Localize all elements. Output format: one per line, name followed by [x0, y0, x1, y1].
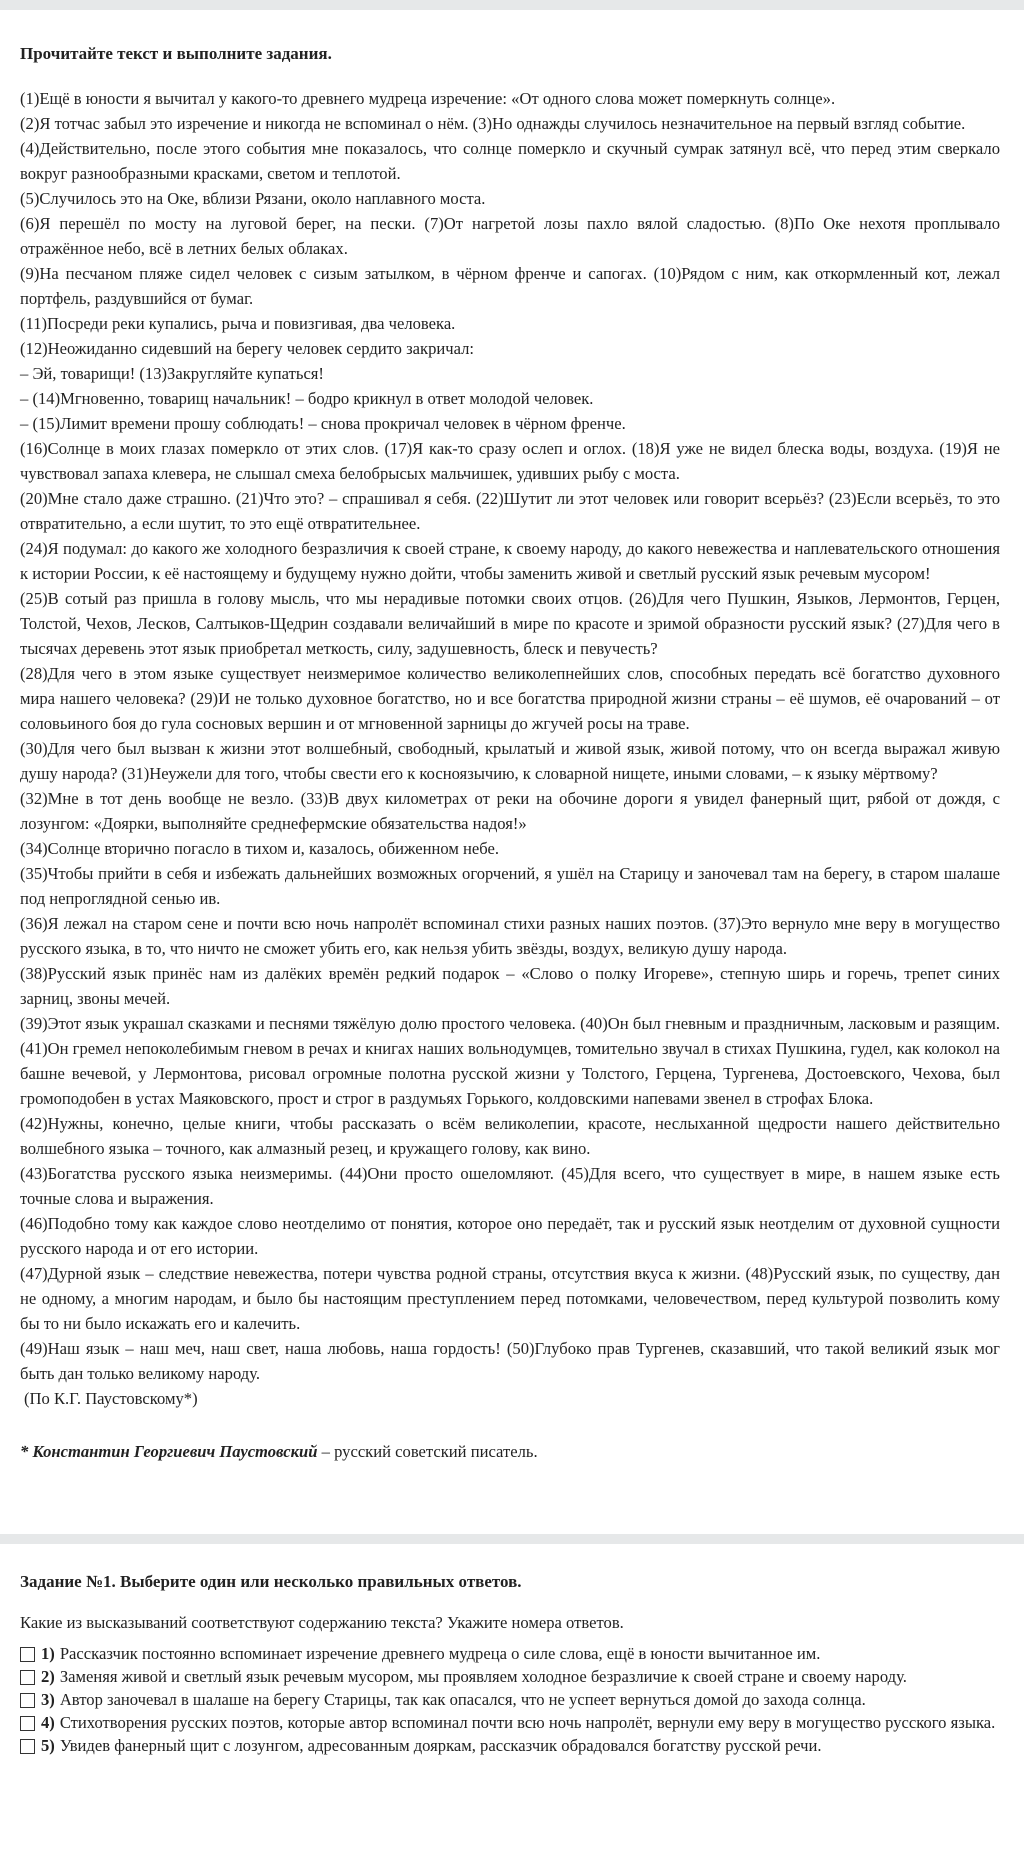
answer-option[interactable]: [20, 1737, 1000, 1755]
task-section: [0, 1544, 1024, 1755]
section-divider: [0, 1534, 1024, 1544]
text-paragraph: (28)Для чего в этом языке существует неизмеримое количество великолепнейших слов, способных передать всё богатство духовного мира нашего человека? (29)И не только духовное богатство, но и все богатства природной жизни страны – её шумов, её очарований – от соловьиного боя до гула сосновых вершин и от мгновенной зарницы до жгучей росы на траве.: [20, 664, 1000, 733]
text-paragraph: (35)Чтобы прийти в себя и избежать дальнейших возможных огорчений, я ушёл на Старицу и заночевал там на берегу, в старом шалаше под непроглядной сенью ив.: [20, 864, 1000, 908]
answer-option[interactable]: [20, 1714, 1000, 1732]
text-paragraph: (1)Ещё в юности я вычитал у какого-то древнего мудреца изречение: «От одного слова может померкнуть солнце».: [20, 89, 836, 108]
answer-option[interactable]: [20, 1645, 1000, 1663]
text-paragraph: (12)Неожиданно сидевший на берегу человек сердито закричал:: [20, 339, 475, 358]
text-paragraph: (47)Дурной язык – следствие невежества, потери чувства родной страны, отсутствия вкуса к жизни. (48)Русский язык, по существу, дан не одному, а многим народам, и было бы настоящим преступлением перед потомками, человечеством, перед культурой позволить кому бы то ни было искажать его и калечить.: [20, 1264, 1000, 1333]
text-paragraph: – (14)Мгновенно, товарищ начальник! – бодро крикнул в ответ молодой человек.: [20, 389, 594, 408]
text-paragraph: (5)Случилось это на Оке, вблизи Рязани, около наплавного моста.: [20, 189, 486, 208]
answer-number: 3): [41, 1690, 55, 1709]
answer-text: Автор заночевал в шалаше на берегу Старицы, так как опасался, что не успеет вернуться домой до захода солнца.: [59, 1690, 866, 1709]
text-paragraph: (34)Солнце вторично погасло в тихом и, казалось, обиженном небе.: [20, 839, 500, 858]
text-body: [20, 86, 1000, 1386]
text-paragraph: (38)Русский язык принёс нам из далёких времён редкий подарок – «Слово о полку Игореве», степную ширь и горечь, трепет синих зарниц, звоны мечей.: [20, 964, 1000, 1008]
text-paragraph: (9)На песчаном пляже сидел человек с сизым затылком, в чёрном френче и сапогах. (10)Рядом с ним, как откормленный кот, лежал портфель, раздувшийся от бумаг.: [20, 264, 1000, 308]
text-paragraph: (32)Мне в тот день вообще не везло. (33)В двух километрах от реки на обочине дороги я увидел фанерный щит, рябой от дождя, с лозунгом: «Доярки, выполняйте среднефермские обязательства надоя!»: [20, 789, 1000, 833]
answer-number: 2): [41, 1667, 55, 1686]
text-paragraph: (30)Для чего был вызван к жизни этот волшебный, свободный, крылатый и живой язык, живой потому, что он всегда выражал живую душу народа? (31)Неужели для того, чтобы свести его к косноязычию, к словарной нищете, иными словами, – к языку мёртвому?: [20, 739, 1000, 783]
text-paragraph: (39)Этот язык украшал сказками и песнями тяжёлую долю простого человека. (40)Он был гневным и праздничным, ласковым и разящим. (41)Он гремел непоколебимым гневом в речах и книгах наших вольнодумцев, томительно звучал в стихах Пушкина, гудел, как колокол на башне вечевой, у Лермонтова, рисовал огромные полотна русской жизни у Толстого, Герцена, Тургенева, Достоевского, Чехова, был громоподобен в устах Маяковского, прост и строг в раздумьях Горького, колдовскими напевами звенел в строфах Блока.: [20, 1014, 1000, 1108]
text-paragraph: (49)Наш язык – наш меч, наш свет, наша любовь, наша гордость! (50)Глубоко прав Тургенев, сказавший, что такой великий язык мог быть дан только великому народу.: [20, 1339, 1000, 1383]
answer-text: Рассказчик постоянно вспоминает изречение древнего мудреца о силе слова, ещё в юности вычитанное им.: [59, 1644, 821, 1663]
answer-checkbox[interactable]: [20, 1739, 35, 1754]
reading-text-section: [0, 10, 1024, 1464]
text-paragraph: – (15)Лимит времени прошу соблюдать! – снова прокричал человек в чёрном френче.: [20, 414, 626, 433]
answer-option[interactable]: [20, 1668, 1000, 1686]
answer-option[interactable]: [20, 1691, 1000, 1709]
text-paragraph: (25)В сотый раз пришла в голову мысль, что мы нерадивые потомки своих отцов. (26)Для чего Пушкин, Языков, Лермонтов, Герцен, Толстой, Чехов, Лесков, Салтыков-Щедрин создавали величайший в мире по красоте и зримой образности русский язык? (27)Для чего в тысячах деревень этот язык приобретал меткость, силу, задушевность, блеск и певучесть?: [20, 589, 1000, 658]
text-paragraph: (6)Я перешёл по мосту на луговой берег, на пески. (7)От нагретой лозы пахло вялой сладостью. (8)По Оке нехотя проплывало отражённое небо, всё в летних белых облаках.: [20, 214, 1000, 258]
text-paragraph: (42)Нужны, конечно, целые книги, чтобы рассказать о всём великолепии, красоте, неслыханной щедрости нашего действительно волшебного языка – точного, как алмазный резец, и кружащего голову, как вино.: [20, 1114, 1000, 1158]
text-paragraph: (4)Действительно, после этого события мне показалось, что солнце померкло и скучный сумрак затянул всё, что перед этим сверкало вокруг разнообразными красками, светом и теплотой.: [20, 139, 1000, 183]
answer-number: 5): [41, 1736, 55, 1755]
top-divider: [0, 0, 1024, 10]
text-paragraph: (11)Посреди реки купались, рыча и повизгивая, два человека.: [20, 314, 456, 333]
footnote-author: * Константин Георгиевич Паустовский: [20, 1442, 318, 1461]
source-attribution: (По К.Г. Паустовскому*): [24, 1389, 198, 1408]
text-paragraph: – Эй, товарищи! (13)Закругляйте купаться!: [20, 364, 324, 383]
answer-text: Стихотворения русских поэтов, которые автор вспоминал почти всю ночь напролёт, вернули ему веру в могущество русского языка.: [59, 1713, 996, 1732]
answer-text: Увидев фанерный щит с лозунгом, адресованным дояркам, рассказчик обрадовался богатству русской речи.: [59, 1736, 822, 1755]
footnote: [20, 1439, 1000, 1464]
text-paragraph: (16)Солнце в моих глазах померкло от этих слов. (17)Я как-то сразу ослеп и оглох. (18)Я уже не видел блеска воды, воздуха. (19)Я не чувствовал запаха клевера, не слышал смеха белобрысых мальчишек, удивших рыбу с моста.: [20, 439, 1000, 483]
answer-number: 1): [41, 1644, 55, 1663]
section-heading: Прочитайте текст и выполните задания.: [20, 44, 332, 63]
answer-options: [20, 1645, 1000, 1755]
task-heading: Задание №1. Выберите один или несколько правильных ответов.: [20, 1572, 522, 1591]
text-paragraph: (20)Мне стало даже страшно. (21)Что это? – спрашивал я себя. (22)Шутит ли этот человек или говорит всерьёз? (23)Если всерьёз, то это отвратительно, а если шутит, то это ещё отвратительнее.: [20, 489, 1000, 533]
text-paragraph: (46)Подобно тому как каждое слово неотделимо от понятия, которое оно передаёт, так и русский язык неотделим от духовной сущности русского народа и от его истории.: [20, 1214, 1000, 1258]
answer-checkbox[interactable]: [20, 1716, 35, 1731]
text-paragraph: (2)Я тотчас забыл это изречение и никогда не вспоминал о нём. (3)Но однажды случилось незначительное на первый взгляд событие.: [20, 114, 966, 133]
answer-text: Заменяя живой и светлый язык речевым мусором, мы проявляем холодное безразличие к своей стране и своему народу.: [59, 1667, 907, 1686]
answer-checkbox[interactable]: [20, 1693, 35, 1708]
task-question: Какие из высказываний соответствуют содержанию текста? Укажите номера ответов.: [20, 1613, 624, 1632]
footnote-description: – русский советский писатель.: [317, 1442, 538, 1461]
answer-checkbox[interactable]: [20, 1670, 35, 1685]
text-paragraph: (24)Я подумал: до какого же холодного безразличия к своей стране, к своему народу, до какого невежества и наплевательского отношения к истории России, к её настоящему и будущему нужно дойти, чтобы заменить живой и светлый русский язык речевым мусором!: [20, 539, 1000, 583]
text-paragraph: (36)Я лежал на старом сене и почти всю ночь напролёт вспоминал стихи разных наших поэтов. (37)Это вернуло мне веру в могущество русского языка, в то, что ничто не сможет убить его, как нельзя убить звёзды, воздух, великую душу народа.: [20, 914, 1000, 958]
answer-number: 4): [41, 1713, 55, 1732]
text-paragraph: (43)Богатства русского языка неизмеримы. (44)Они просто ошеломляют. (45)Для всего, что существует в мире, в нашем языке есть точные слова и выражения.: [20, 1164, 1000, 1208]
answer-checkbox[interactable]: [20, 1647, 35, 1662]
